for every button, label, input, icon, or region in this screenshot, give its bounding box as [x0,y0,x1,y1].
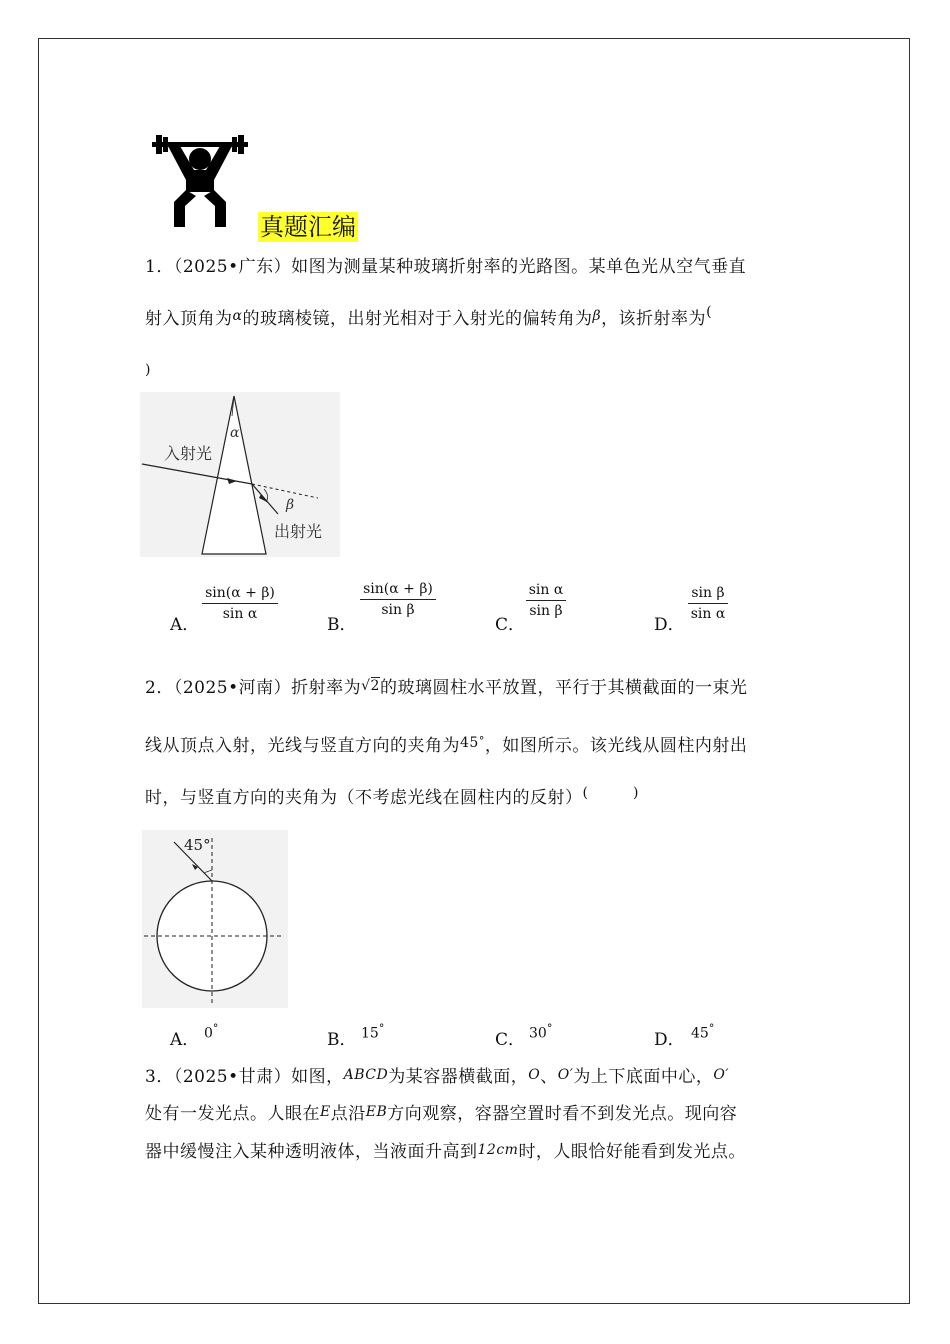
q2-line1 [145,673,747,698]
q3-o: O [528,1067,541,1083]
q2-text: ，如图所示。该光线从圆柱内射出 [484,736,748,756]
q3-line2 [145,1099,737,1124]
q1-option-c-den: sin β [529,603,563,619]
q1-option-c-fraction[interactable] [526,580,566,621]
q2-text: 时，与竖直方向的夹角为（不考虑光线在圆柱内的反射） [145,788,583,808]
q3-text: 点沿 [330,1104,366,1124]
q1-option-b-den: sin β [381,602,415,618]
q1-text: 如图为测量某种玻璃折射率的光路图。某单色光从空气垂直 [291,257,747,277]
q2-option-c-degree: ° [546,1022,553,1035]
q2-angle: 45 [460,735,479,751]
q1-paren-open: ( [706,304,713,320]
q1-incident-label: 入射光 [164,444,213,463]
q3-o-prime: O′ [713,1067,730,1083]
q2-text: 的玻璃圆柱水平放置，平行于其横截面的一束光 [379,678,748,698]
q2-option-a-label[interactable]: A． [170,1030,200,1050]
q1-option-d-num: sin β [688,583,728,604]
q3-text: 如图， [291,1067,344,1087]
q1-option-d-fraction[interactable] [688,583,728,624]
q3-height: 12cm [477,1142,519,1158]
q2-text: 折射率为 [291,678,362,698]
q1-option-c-label[interactable]: C． [495,615,526,635]
q1-alpha: α [232,308,243,324]
q3-line1 [145,1062,729,1087]
q2-option-a-number: 0 [204,1025,213,1042]
q1-number: 1． [145,257,174,277]
q2-angle-label: 45° [184,836,211,854]
q1-option-b-label[interactable]: B． [327,615,357,635]
q3-line3 [145,1137,746,1162]
q1-prism-figure [140,392,340,562]
q2-option-c-value[interactable] [529,1022,552,1042]
q2-option-c-label[interactable]: C． [495,1030,526,1050]
q1-option-d-label[interactable]: D． [654,615,685,635]
q3-text: 、 [540,1067,558,1087]
q3-text: 为上下底面中心， [573,1067,714,1087]
q3-eb: EB [365,1104,388,1120]
q1-text: ，该折射率为 [601,309,707,329]
q2-cylinder-figure [142,830,288,1010]
q1-option-a-num: sin(α + β) [202,583,278,604]
q3-o-prime: O′ [557,1067,574,1083]
q1-option-a-fraction[interactable] [202,583,278,624]
q2-option-b-number: 15 [361,1025,379,1042]
q3-e: E [320,1104,331,1120]
q3-source: （2025•甘肃） [173,1067,292,1087]
q2-option-b-label[interactable]: B． [327,1030,357,1050]
q1-paren-close: ) [145,362,151,378]
q1-beta-label: β [286,497,295,513]
q1-source: （2025•广东） [173,257,292,277]
q3-number: 3． [145,1067,174,1087]
q1-beta: β [592,308,602,324]
q1-text: 射入顶角为 [145,309,233,329]
q2-option-a-degree: ° [212,1022,219,1035]
q3-text: 器中缓慢注入某种透明液体，当液面升高到 [145,1142,478,1162]
q1-option-b-num: sin(α + β) [360,579,436,600]
q2-source: （2025•河南） [173,678,292,698]
q2-option-c-number: 30 [529,1025,547,1042]
q3-text: 处有一发光点。人眼在 [145,1104,320,1124]
q2-option-a-value[interactable] [204,1022,218,1042]
q2-option-d-number: 45 [691,1025,709,1042]
q2-line3 [145,783,639,808]
q1-text: 的玻璃棱镜，出射光相对于入射光的偏转角为 [242,309,593,329]
q3-text: 为某容器横截面， [388,1067,529,1087]
q2-paren: ( ) [582,785,639,801]
q2-line2 [145,731,747,756]
q2-option-b-value[interactable] [361,1022,384,1042]
q1-line2 [145,304,712,329]
q3-text: 时，人眼恰好能看到发光点。 [518,1142,746,1162]
q1-option-b-fraction[interactable] [360,579,436,620]
q1-alpha-label: α [230,425,240,441]
section-title: 真题汇编 [260,213,356,241]
q2-option-d-value[interactable] [691,1022,714,1042]
q2-option-d-degree: ° [708,1022,715,1035]
q3-abcd: ABCD [343,1067,389,1083]
q2-text: 线从顶点入射，光线与竖直方向的夹角为 [145,736,460,756]
q1-option-c-num: sin α [526,580,566,601]
q1-option-d-den: sin α [690,606,726,622]
q1-option-a-label[interactable]: A． [170,615,200,635]
weightlifter-icon [150,132,250,230]
q3-text: 方向观察，容器空置时看不到发光点。现向容 [387,1104,738,1124]
q2-degree: ° [478,734,485,748]
q1-exit-label: 出射光 [274,522,323,541]
q2-option-d-label[interactable]: D． [654,1030,685,1050]
q2-number: 2． [145,678,174,698]
sqrt-icon: √ [361,678,371,694]
q2-sqrt-value: 2 [370,678,380,694]
q1-option-a-den: sin α [222,606,258,622]
q2-option-b-degree: ° [378,1022,385,1035]
q1-line1 [145,252,746,277]
